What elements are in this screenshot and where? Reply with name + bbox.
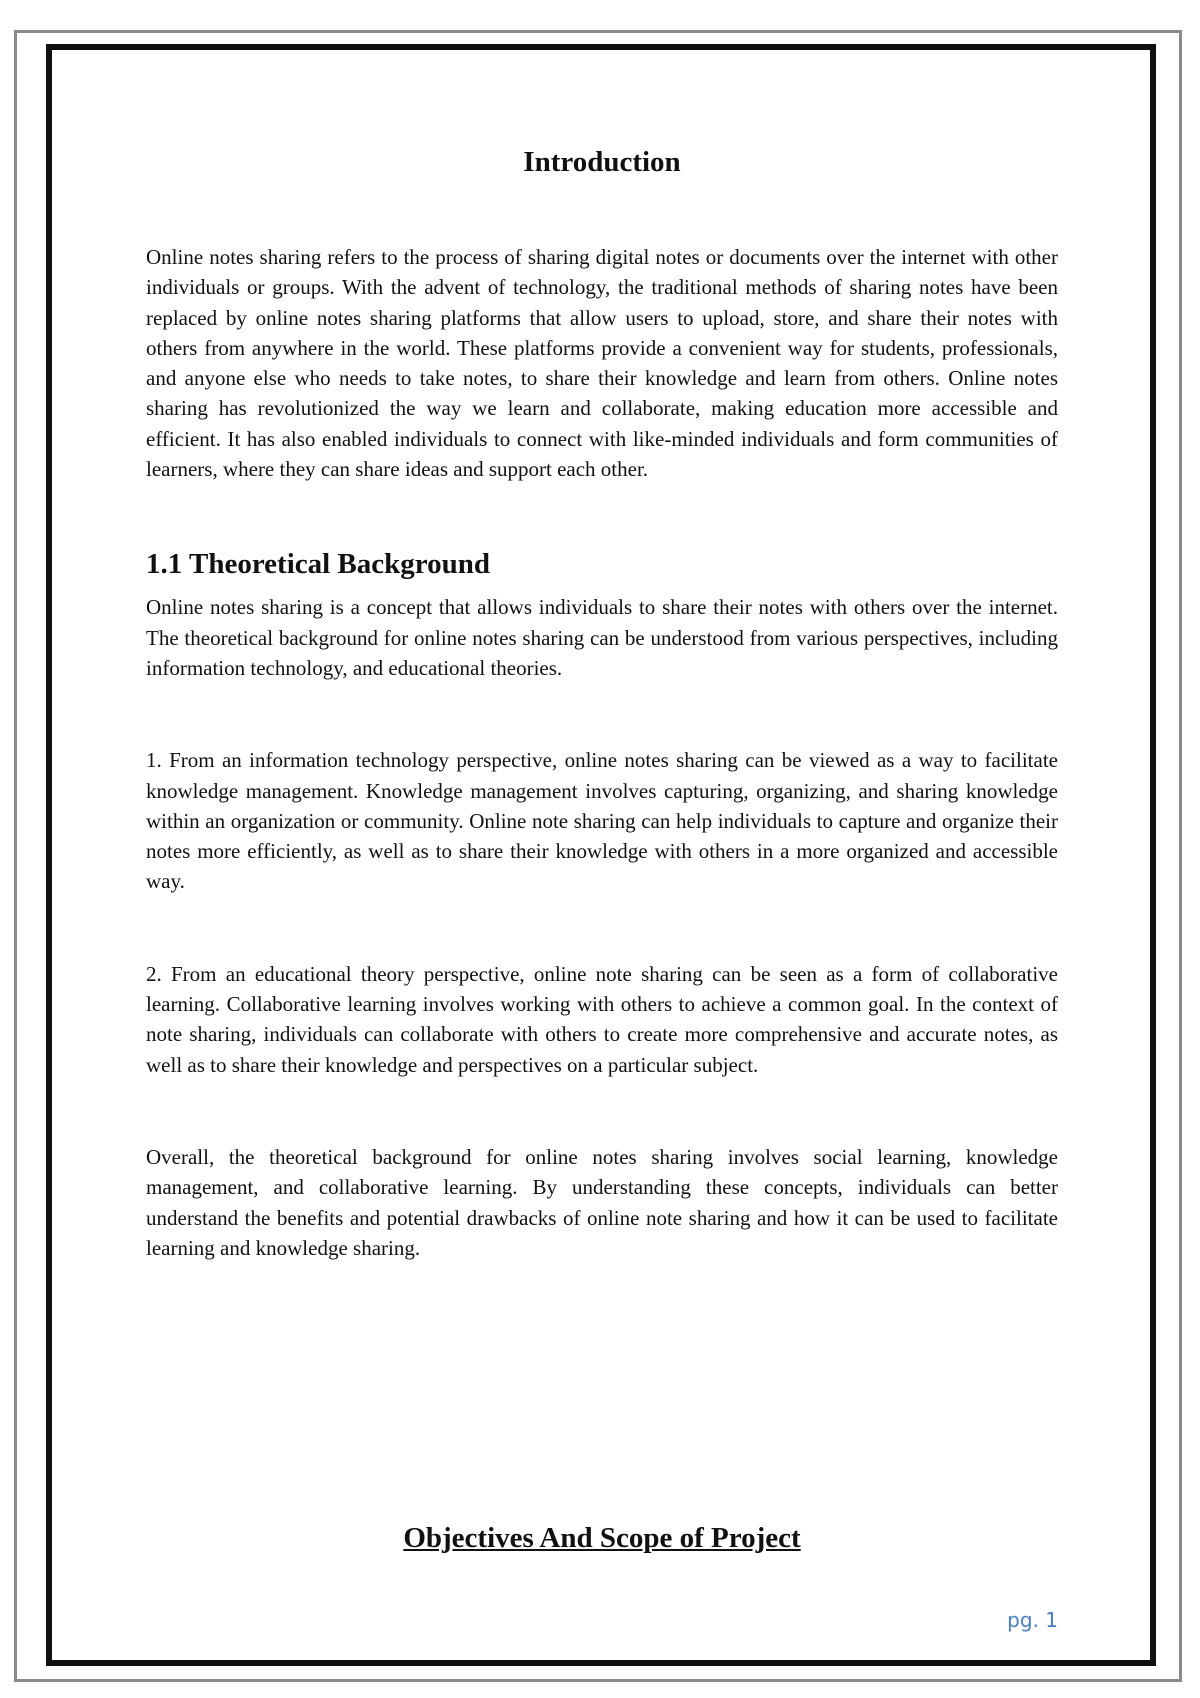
document-body <box>146 140 1058 1263</box>
objectives-heading: Objectives And Scope of Project <box>403 1522 801 1554</box>
overall-paragraph: Overall, the theoretical background for online notes sharing involves social learning, knowledge management, and collaborative learning. By understanding these concepts, individuals can better understand the benefits and potential drawbacks of online note sharing and how it can be used to facilitate learning and knowledge sharing. <box>146 1144 1058 1260</box>
point-2-paragraph: 2. From an educational theory perspective, online note sharing can be seen as a form of collaborative learning. Collaborative learning involves working with others to achieve a common goal. In the context of note sharing, individuals can collaborate with others to create more comprehensive and accurate notes, as well as to share their knowledge and perspectives on a particular subject. <box>146 961 1058 1077</box>
page-title: Introduction <box>523 146 681 178</box>
section-heading-theoretical-background: 1.1 Theoretical Background <box>146 548 491 581</box>
page-number: pg. 1 <box>1007 1608 1058 1632</box>
background-paragraph: Online notes sharing is a concept that allows individuals to share their notes with others over the internet. The theoretical background for online notes sharing can be understood from various perspectives, including information technology, and educational theories. <box>146 595 1058 680</box>
point-1-paragraph: 1. From an information technology perspective, online notes sharing can be viewed as a way to facilitate knowledge management. Knowledge management involves capturing, organizing, and sharing knowledge within an organization or community. Online note sharing can help individuals to capture and organize their notes more efficiently, as well as to share their knowledge with others in a more organized and accessible way. <box>146 748 1058 894</box>
intro-paragraph: Online notes sharing refers to the process of sharing digital notes or documents over the internet with other individuals or groups. With the advent of technology, the traditional methods of sharing notes have been replaced by online notes sharing platforms that allow users to upload, store, and share their notes with others from anywhere in the world. These platforms provide a convenient way for students, professionals, and anyone else who needs to take notes, to share their knowledge and learn from others. Online notes sharing has revolutionized the way we learn and collaborate, making education more accessible and efficient. It has also enabled individuals to connect with like-minded individuals and form communities of learners, where they can share ideas and support each other. <box>146 245 1058 482</box>
